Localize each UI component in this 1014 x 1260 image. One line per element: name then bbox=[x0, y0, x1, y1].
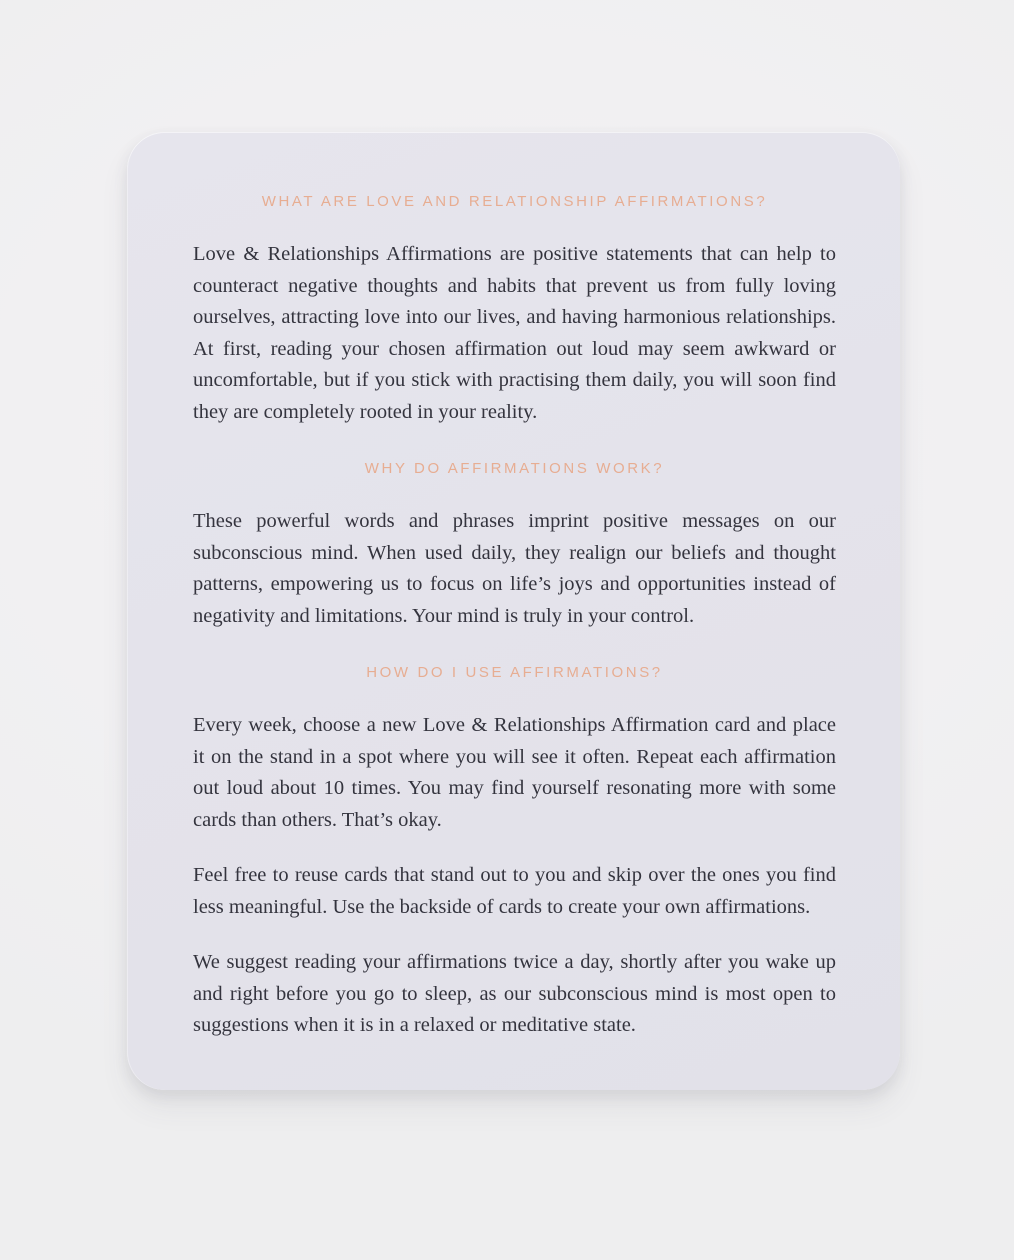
paragraph-how-to-use-1: Every week, choose a new Love & Relationships Affirmation card and place it on the stand in a spot where you will see it often. Repeat each affirmation out loud about 10 times. You may find yourself resonating more with some cards than others. That’s okay. bbox=[193, 714, 836, 831]
section-heading-why-affirmations-work: WHY DO AFFIRMATIONS WORK? bbox=[364, 460, 665, 477]
section-heading-how-to-use-affirmations: HOW DO I USE AFFIRMATIONS? bbox=[366, 664, 663, 681]
paragraph-how-to-use-3: We suggest reading your affirmations twice a day, shortly after you wake up and right before you go to sleep, as our subconscious mind is most open to suggestions when it is in a relaxed or meditative state. bbox=[193, 951, 836, 1036]
paragraph-why-affirmations-work: These powerful words and phrases imprint positive messages on our subconscious mind. When used daily, they realign our beliefs and thought patterns, empowering us to focus on life’s joys and opportunities instead of negativity and limitations. Your mind is truly in your control. bbox=[193, 510, 836, 627]
instruction-card bbox=[127, 132, 900, 1090]
paragraph-how-to-use-2: Feel free to reuse cards that stand out to you and skip over the ones you find less meaningful. Use the backside of cards to create your own affirmations. bbox=[193, 864, 836, 918]
section-heading-what-are-affirmations: WHAT ARE LOVE AND RELATIONSHIP AFFIRMATIONS? bbox=[261, 193, 768, 210]
paragraph-what-are-affirmations: Love & Relationships Affirmations are positive statements that can help to counteract negative thoughts and habits that prevent us from fully loving ourselves, attracting love into our lives, and having harmonious relationships. At first, reading your chosen affirmation out loud may seem awkward or uncomfortable, but if you stick with practising them daily, you will soon find they are completely rooted in your reality. bbox=[193, 243, 836, 423]
